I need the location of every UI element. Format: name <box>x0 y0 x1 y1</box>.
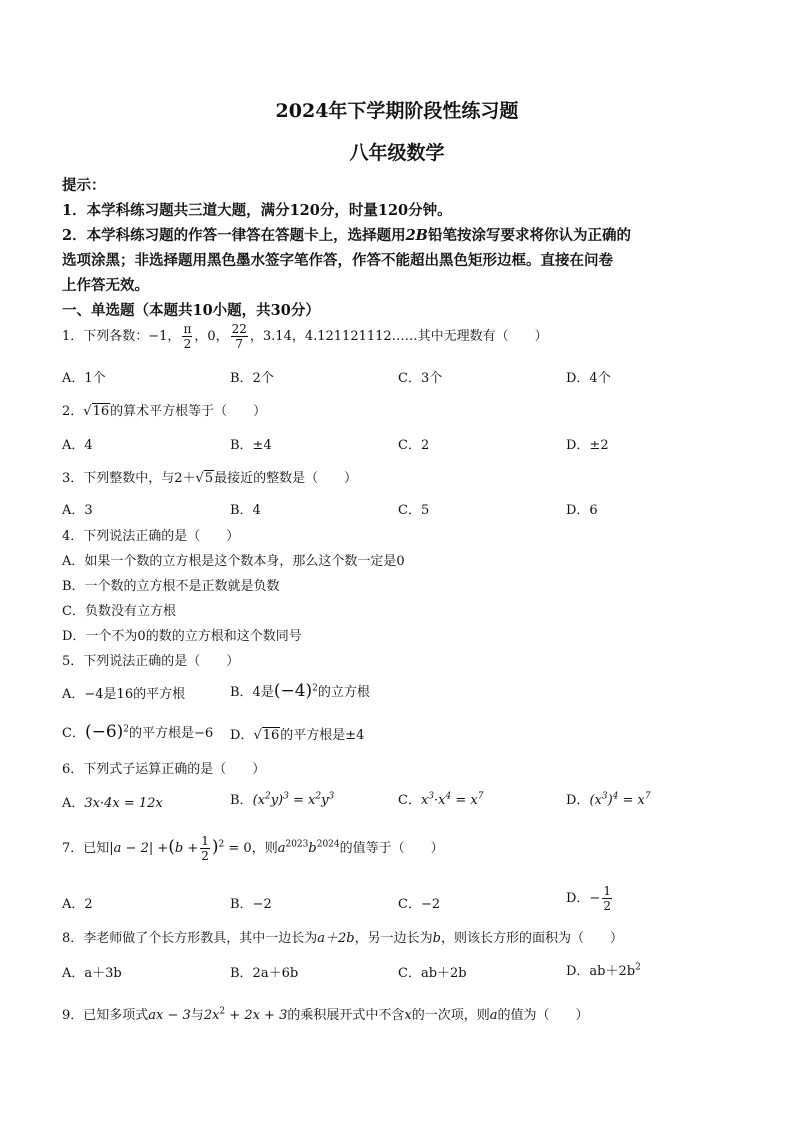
question-8-option-d: D．$ab+2b^2$ <box>566 962 641 979</box>
sqrt-16: √16 <box>253 728 280 743</box>
question-5-option-d: D．√16的平方根是±4 <box>230 728 365 743</box>
question-6-option-a: A．3x·4x = 12x <box>62 796 163 811</box>
question-4-option-c: C．负数没有立方根 <box>62 604 176 619</box>
sqrt-16: √16 <box>83 404 110 419</box>
question-5-option-c: C．$(-6)^2$的平方根是−6 <box>62 722 214 742</box>
question-6-option-b: B．$(x^2y)^3 = x^2y^3$ <box>230 791 335 808</box>
question-8-stem: 8．李老师做了个长方形教具，其中一边长为a＋2b，另一边长为b，则该长方形的面积为（ ） <box>62 931 623 946</box>
question-7-stem: 7．已知|a − 2| +(b + $\frac{1}{2}$ )$^2$ = 0，则$a^{2023}b^{2024}$的值等于（ ） <box>62 834 444 863</box>
question-1-option-a: A．1个 <box>62 371 106 386</box>
tip-2-line-1: 2．本学科练习题的作答一律答在答题卡上，选择题用2B铅笔按涂写要求将你认为正确的 <box>62 227 631 244</box>
question-4-option-d: D．一个不为0的数的立方根和这个数同号 <box>62 629 302 644</box>
sqrt-5: √5 <box>195 471 214 486</box>
question-7-option-a: A．2 <box>62 897 93 912</box>
question-5-stem: 5．下列说法正确的是（ ） <box>62 654 240 669</box>
question-6-stem: 6．下列式子运算正确的是（ ） <box>62 762 266 777</box>
page-subtitle: 八年级数学 <box>349 142 445 164</box>
section-heading: 一、单选题（本题共10小题，共30分） <box>62 302 320 319</box>
question-8-option-b: B．2a＋6b <box>230 966 299 981</box>
question-4-option-a: A．如果一个数的立方根是这个数本身，那么这个数一定是0 <box>62 554 405 569</box>
question-7-option-c: C．−2 <box>398 897 441 912</box>
question-7-option-d: D．− $\frac{1}{2}$ <box>566 884 611 913</box>
question-3-option-a: A．3 <box>62 503 93 518</box>
tip-2-line-2: 选项涂黑；非选择题用黑色墨水签字笔作答，作答不能超出黑色矩形边框。直接在问卷 <box>62 252 613 269</box>
question-2-option-a: A．4 <box>62 438 93 453</box>
question-8-option-a: A．a＋3b <box>62 966 122 981</box>
question-3-stem: 3．下列整数中，与2＋√5最接近的整数是（ ） <box>62 471 358 486</box>
question-2-option-b: B．±4 <box>230 438 272 453</box>
question-2-option-c: C．2 <box>398 438 430 453</box>
question-8-option-c: C．ab＋2b <box>398 966 467 981</box>
fraction-22-over-7: $\frac{22}{7}$ <box>231 322 247 351</box>
fraction-one-half: $\frac{1}{2}$ <box>603 884 611 913</box>
question-9-stem: 9．已知多项式ax − 3与$2x^2 + 2x + 3$的乘积展开式中不含x的一次项，则a的值为（ ） <box>62 1006 589 1023</box>
tips-label: 提示： <box>62 177 106 194</box>
question-5-option-b: B．4是$(-4)^2$的立方根 <box>230 681 370 701</box>
page-title: 2024年下学期阶段性练习题 <box>275 100 519 122</box>
question-6-option-c: C．$x^3\cdot x^4 = x^7$ <box>398 791 484 808</box>
question-7-option-b: B．−2 <box>230 897 272 912</box>
question-2-option-d: D．±2 <box>566 438 609 453</box>
question-4-option-b: B．一个数的立方根不是正数就是负数 <box>62 579 280 594</box>
question-1-stem: 1．下列各数：−1， $\frac{\pi}{2}$ ，0， $\frac{22}{7}$ ，3.14，4.121121112……其中无理数有（ ） <box>62 322 548 351</box>
question-3-option-b: B．4 <box>230 503 261 518</box>
question-6-option-d: D．$(x^3)^4 = x^7$ <box>566 791 651 808</box>
question-4-stem: 4．下列说法正确的是（ ） <box>62 529 240 544</box>
question-2-stem: 2．√16的算术平方根等于（ ） <box>62 404 267 419</box>
question-1-option-c: C．3个 <box>398 371 443 386</box>
question-3-option-d: D．6 <box>566 503 598 518</box>
question-1-option-b: B．2个 <box>230 371 274 386</box>
question-5-option-a: A．−4是16的平方根 <box>62 687 186 702</box>
fraction-pi-over-2: $\frac{\pi}{2}$ <box>183 322 192 351</box>
tip-2-line-3: 上作答无效。 <box>62 277 149 294</box>
tip-1: 1．本学科练习题共三道大题，满分120分，时量120分钟。 <box>62 202 452 219</box>
question-3-option-c: C．5 <box>398 503 430 518</box>
fraction-one-half: $\frac{1}{2}$ <box>201 834 209 863</box>
question-1-option-d: D．4个 <box>566 371 611 386</box>
